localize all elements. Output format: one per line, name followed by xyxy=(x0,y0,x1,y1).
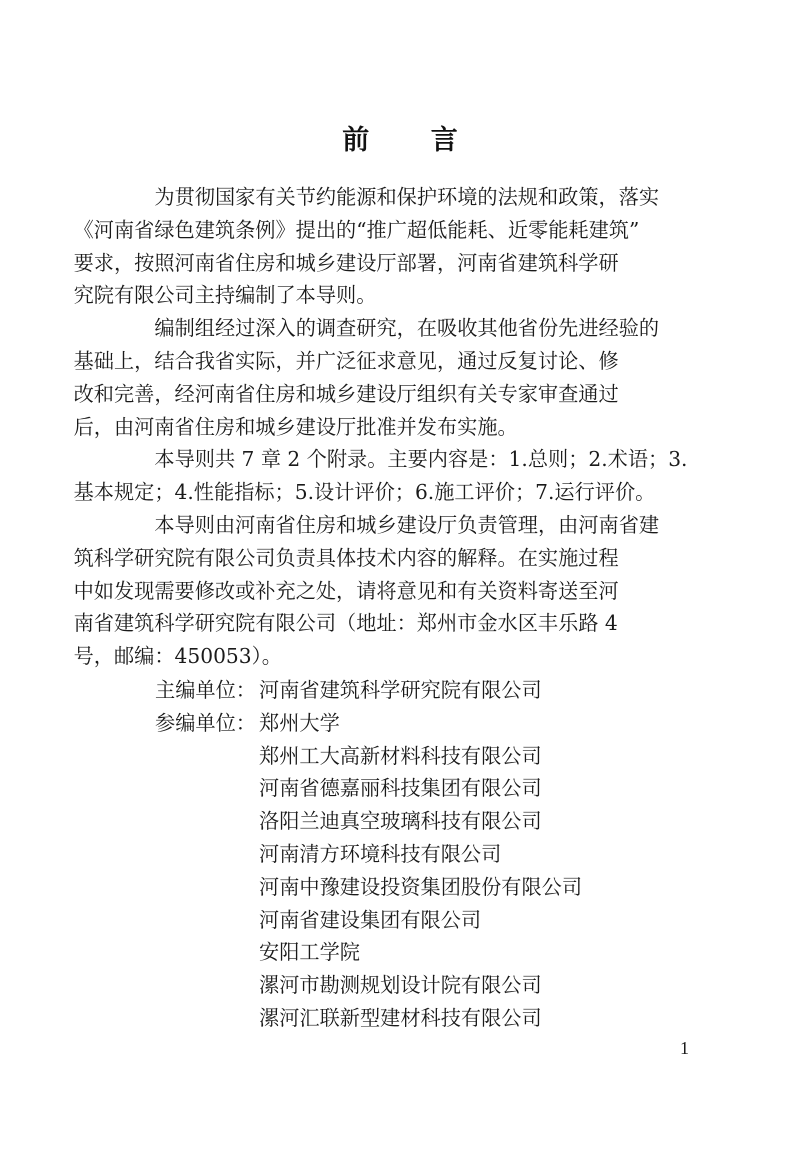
text-line: 筑科学研究院有限公司负责具体技术内容的解释。在实施过程 xyxy=(73,545,619,570)
participating-unit: 洛阳兰迪真空玻璃科技有限公司 xyxy=(259,809,542,834)
text-line: 《河南省绿色建筑条例》提出的“推广超低能耗、近零能耗建筑” xyxy=(73,217,640,242)
page-number: 1 xyxy=(680,1038,689,1058)
text-line: 究院有限公司主持编制了本导则。 xyxy=(73,283,377,308)
participating-unit: 安阳工学院 xyxy=(259,940,360,965)
paragraph-process xyxy=(73,312,688,443)
chief-editor-row xyxy=(155,674,582,707)
participating-unit-row xyxy=(155,969,582,1002)
participating-unit-row xyxy=(155,871,582,904)
chief-editor-value: 河南省建筑科学研究院有限公司 xyxy=(259,678,542,702)
participating-unit-row xyxy=(155,740,582,773)
text-line: 本导则共 7 章 2 个附录。主要内容是：1.总则；2.术语；3. xyxy=(154,447,688,472)
participating-unit-row xyxy=(155,936,582,969)
participating-unit-row xyxy=(155,707,582,740)
participating-unit-row xyxy=(155,904,582,937)
participating-unit: 河南省德嘉丽科技集团有限公司 xyxy=(259,776,542,801)
text-line: 改和完善，经河南省住房和城乡建设厅组织有关专家审查通过 xyxy=(73,381,619,406)
preface-body xyxy=(73,181,688,673)
text-line: 编制组经过深入的调查研究，在吸收其他省份先进经验的 xyxy=(154,316,660,341)
participating-unit: 郑州大学 xyxy=(259,710,340,735)
page-title: 前 言 xyxy=(342,125,484,156)
text-line: 后，由河南省住房和城乡建设厅批准并发布实施。 xyxy=(73,414,518,439)
text-line: 为贯彻国家有关节约能源和保护环境的法规和政策，落实 xyxy=(154,185,660,209)
participating-unit: 河南省建设集团有限公司 xyxy=(259,907,482,932)
participating-unit-row xyxy=(155,1002,582,1035)
paragraph-purpose xyxy=(73,181,688,312)
participating-units-label: 参编单位： xyxy=(155,710,256,735)
text-line: 基础上，结合我省实际，并广泛征求意见，通过反复讨论、修 xyxy=(73,348,619,373)
text-line: 要求，按照河南省住房和城乡建设厅部署，河南省建筑科学研 xyxy=(73,250,619,275)
participating-unit-row xyxy=(155,838,582,871)
text-line: 基本规定；4.性能指标；5.设计评价；6.施工评价；7.运行评价。 xyxy=(73,480,656,505)
participating-unit: 河南中豫建设投资集团股份有限公司 xyxy=(259,874,583,899)
participating-unit-row xyxy=(155,805,582,838)
paragraph-management xyxy=(73,509,688,673)
participating-unit: 郑州工大高新材料科技有限公司 xyxy=(259,743,542,768)
paragraph-contents xyxy=(73,443,688,509)
text-line: 本导则由河南省住房和城乡建设厅负责管理，由河南省建 xyxy=(154,512,660,537)
text-line: 南省建筑科学研究院有限公司（地址：郑州市金水区丰乐路 4 xyxy=(73,611,618,636)
credits-section xyxy=(155,674,582,1035)
participating-unit-row xyxy=(155,772,582,805)
chief-editor-label: 主编单位： xyxy=(155,678,256,702)
participating-unit: 漯河汇联新型建材科技有限公司 xyxy=(259,1005,542,1030)
participating-unit: 漯河市勘测规划设计院有限公司 xyxy=(259,973,542,998)
text-line: 号，邮编：450053）。 xyxy=(73,644,282,669)
text-line: 中如发现需要修改或补充之处，请将意见和有关资料寄送至河 xyxy=(73,578,619,603)
participating-unit: 河南清方环境科技有限公司 xyxy=(259,841,502,866)
